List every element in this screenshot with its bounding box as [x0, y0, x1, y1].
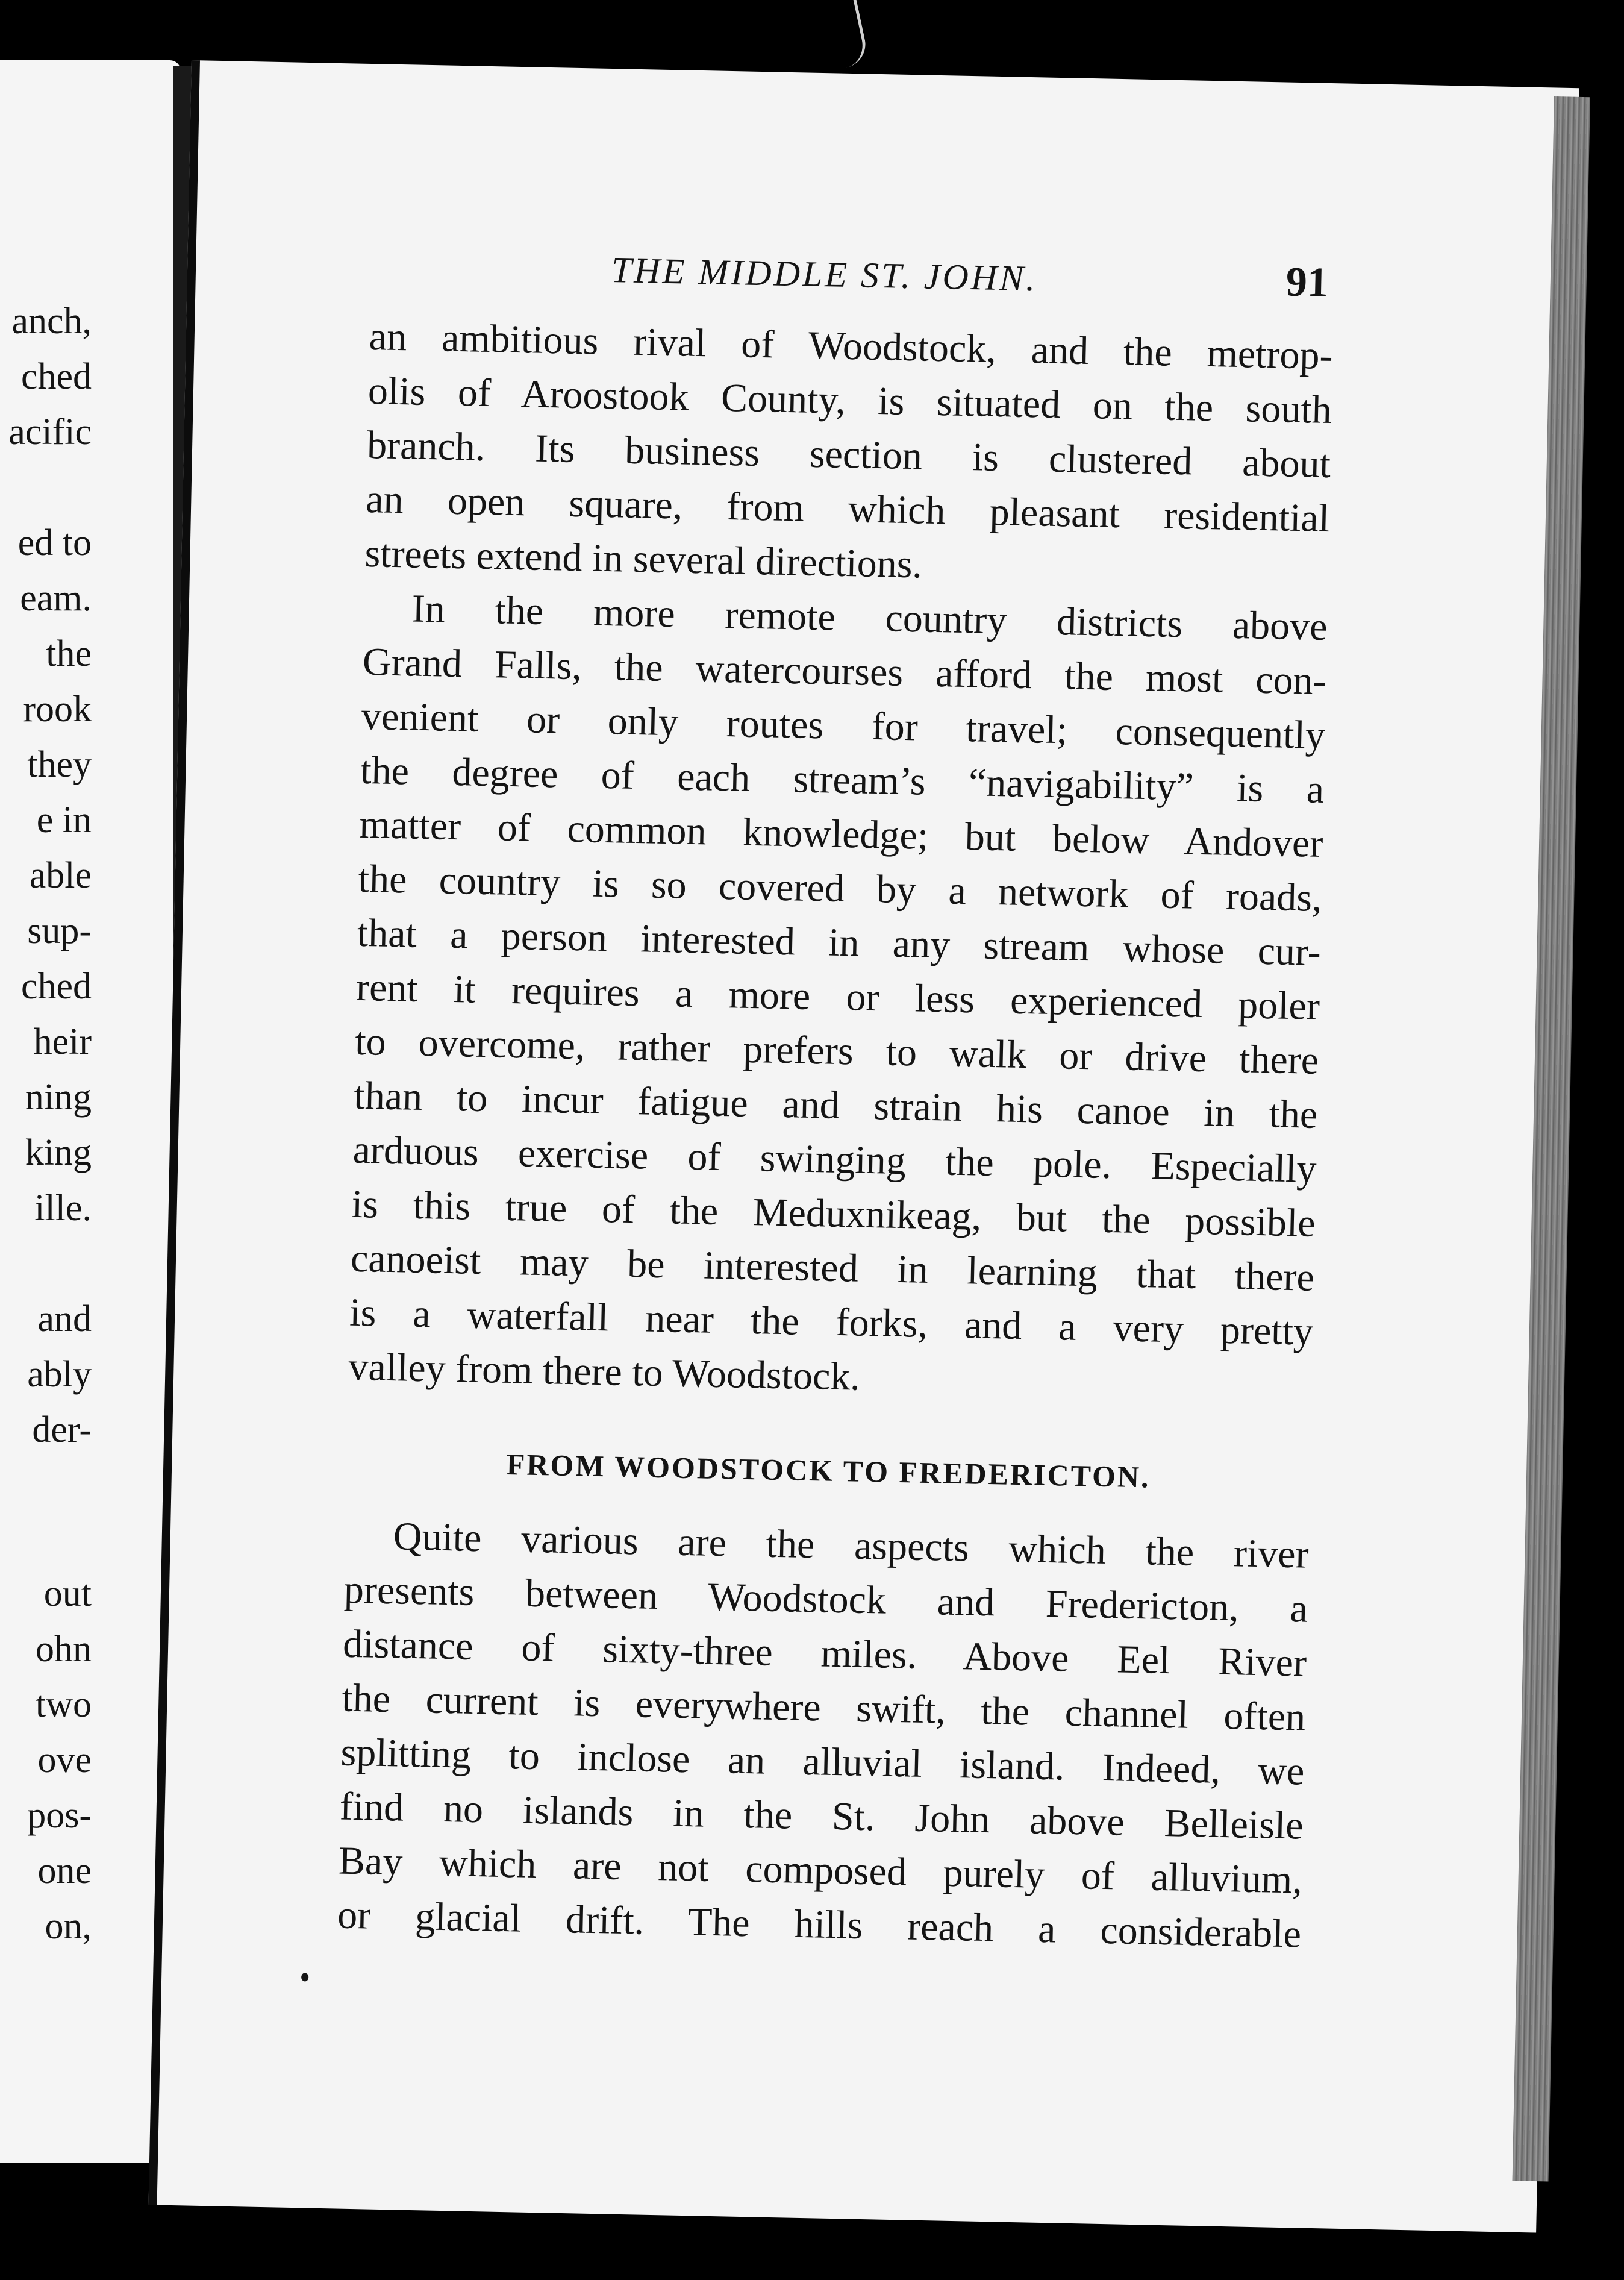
left-line-fragment: two [36, 1684, 92, 1725]
left-line-fragment: eam. [20, 578, 92, 619]
ink-speck [301, 1973, 308, 1981]
left-line-fragment: out [43, 1573, 92, 1614]
paragraph-2-line: arduous exercise of swinging the pole. Especially [352, 1127, 1317, 1191]
paragraph-2-line: is a waterfall near the forks, and a very pretty [349, 1290, 1314, 1354]
paragraph-3-line: presents between Woodstock and Fredericton, a [343, 1567, 1308, 1631]
paragraph-2-line: valley from there to Woodstock. [348, 1344, 861, 1399]
left-line-fragment: ning [25, 1077, 92, 1118]
paragraph-1-line: an open square, from which pleasant residential [365, 477, 1330, 541]
paragraph-2-line: the country is so covered by a network of roads, [358, 856, 1323, 920]
paragraph-2-line: than to incur fatigue and strain his canoe in the [353, 1073, 1318, 1137]
left-line-fragment: anch, [11, 301, 92, 342]
left-line-fragment: heir [33, 1021, 92, 1062]
paragraph-3-line: the current is everywhere swift, the channel often [341, 1676, 1306, 1740]
paragraph-2-line: rent it requires a more or less experienced poler [355, 965, 1320, 1029]
left-line-fragment: e in [36, 800, 92, 841]
paragraph-2-line: is this true of the Meduxnikeag, but the possible [351, 1182, 1316, 1245]
paragraph-1-line: an ambitious rival of Woodstock, and the metrop- [369, 315, 1334, 378]
left-line-fragment: sup- [27, 910, 92, 951]
paragraph-2-line: the degree of each stream’s “navigability” is a [360, 748, 1325, 812]
paragraph-2-line: In the more remote country districts above [411, 586, 1328, 650]
paragraph-3-line: Quite various are the aspects which the river [393, 1514, 1310, 1577]
page-number: 91 [1285, 258, 1329, 306]
left-line-fragment: able [29, 855, 92, 896]
ribbon-marker [829, 0, 870, 68]
left-line-fragment: ched [20, 966, 92, 1007]
paragraph-2-line: Grand Falls, the watercourses afford the most con- [362, 639, 1327, 704]
paragraph-2-line: to overcome, rather prefers to walk or drive there [354, 1019, 1319, 1083]
paragraph-3-line: find no islands in the St. John above Belleisle [339, 1784, 1304, 1848]
left-line-fragment: der- [32, 1409, 92, 1450]
paragraph-2-line: that a person interested in any stream whose cur- [357, 910, 1322, 974]
left-line-fragment: ably [27, 1354, 92, 1395]
paragraph-3-line: splitting to inclose an alluvial island. Indeed, we [340, 1730, 1305, 1794]
left-line-fragment: they [27, 744, 92, 785]
left-facing-page [0, 60, 181, 2163]
left-line-fragment: pos- [27, 1795, 92, 1836]
paragraph-1-line: streets extend in several directions. [364, 531, 923, 587]
running-head: THE MIDDLE ST. JOHN. [611, 250, 1038, 299]
left-line-fragment: and [37, 1298, 92, 1339]
paragraph-1-line: olis of Aroostook County, is situated on the south [367, 368, 1332, 433]
paragraph-2-line: matter of common knowledge; but below Andover [358, 802, 1324, 866]
right-page [149, 60, 1579, 2233]
left-line-fragment: on, [45, 1906, 92, 1947]
paragraph-3-line: or glacial drift. The hills reach a considerable [337, 1893, 1302, 1956]
left-line-fragment: ove [37, 1740, 92, 1780]
paragraph-3-line: Bay which are not composed purely of alluvium, [338, 1838, 1303, 1902]
left-line-fragment: the [46, 633, 92, 674]
left-line-fragment: ille. [34, 1188, 92, 1229]
left-line-fragment: acific [8, 412, 92, 453]
left-line-fragment: one [37, 1850, 92, 1891]
section-heading: FROM WOODSTOCK TO FREDERICTON. [506, 1447, 1151, 1494]
left-line-fragment: rook [23, 689, 92, 730]
paragraph-2-line: venient or only routes for travel; consequently [361, 694, 1326, 757]
paragraph-1-line: branch. Its business section is clustered about [366, 422, 1331, 487]
paragraph-2-line: canoeist may be interested in learning that there [350, 1236, 1315, 1300]
left-line-fragment: ed to [17, 522, 92, 563]
left-line-fragment: ohn [36, 1629, 92, 1670]
left-line-fragment: ched [20, 356, 92, 397]
paragraph-3-line: distance of sixty-three miles. Above Eel River [342, 1621, 1307, 1685]
left-line-fragment: king [25, 1132, 92, 1173]
